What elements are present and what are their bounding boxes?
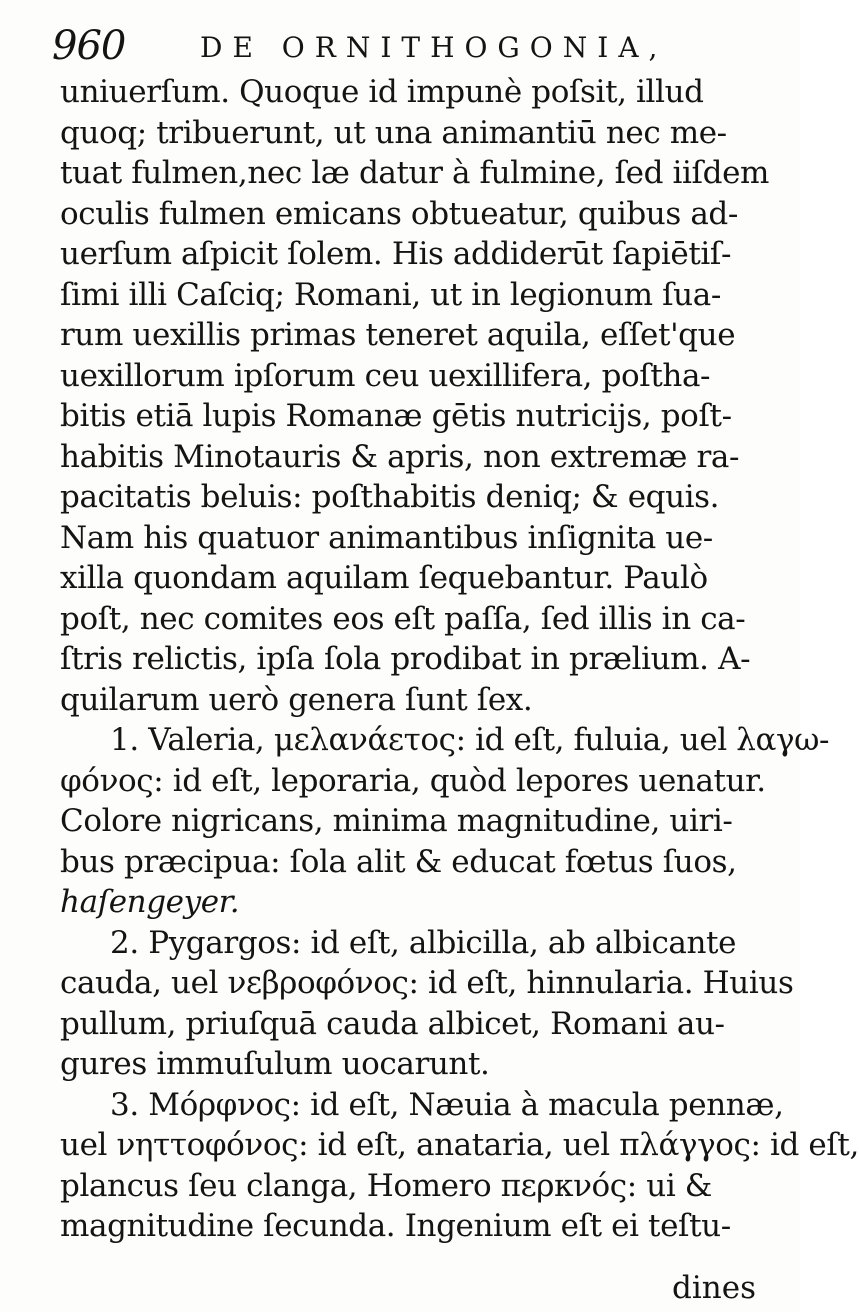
text-line: pullum, priuſquā cauda albicet, Romani au- — [60, 1005, 725, 1042]
text-line-numbered: 1. Valeria, μελανάετος: id eſt, fuluia, uel λαγω- — [110, 722, 830, 758]
text-line-numbered: 3. Μόρφνος: id eſt, Næuia à macula pennæ, — [110, 1086, 784, 1123]
text-line: uel νηττοφόνος: id eſt, anataria, uel πλάγγος: id eſt, — [60, 1127, 859, 1163]
page-header — [52, 14, 752, 74]
running-head: DE ORNITHOGONIA, — [200, 31, 668, 64]
text-line: Nam his quatuor animantibus inſignita ue- — [60, 519, 713, 556]
text-line-numbered: 2. Pygargos: id eſt, albicilla, ab albicante — [110, 924, 737, 961]
catchword: dines — [672, 1270, 756, 1306]
text-line: poſt, nec comites eos eſt paſſa, ſed illis in ca- — [60, 600, 746, 637]
text-line: gures immuſulum uocarunt. — [60, 1046, 490, 1082]
text-line: bitis etiā lupis Romanæ gētis nutricijs, poſt- — [60, 398, 732, 434]
text-line: uniuerſum. Quoque id impunè poſsit, illud — [60, 74, 704, 110]
text-line: quilarum uerò genera ſunt ſex. — [60, 681, 533, 718]
text-line: Colore nigricans, minima magnitudine, uiri- — [60, 803, 733, 839]
text-line: ſtris relictis, ipſa ſola prodibat in prælium. A- — [60, 641, 751, 677]
text-line: uexillorum ipſorum ceu uexillifera, poſtha- — [60, 357, 711, 394]
page-number: 960 — [52, 23, 126, 69]
text-line: bus præcipua: ſola alit & educat fœtus ſuos, — [60, 843, 737, 880]
text-line: magnitudine ſecunda. Ingenium eſt ei teſtu- — [60, 1208, 731, 1244]
text-line: ſimi illi Caſciq; Romani, ut in legionum ſua- — [60, 276, 721, 313]
text-line-italic: haſengeyer. — [60, 884, 240, 920]
text-line: oculis fulmen emicans obtueatur, quibus ad- — [60, 195, 738, 232]
text-line: cauda, uel νεβροφόνος: id eſt, hinnularia. Huius — [60, 965, 794, 1001]
text-line: uerſum aſpicit ſolem. His addiderūt ſapiētiſ- — [60, 236, 732, 272]
text-line: tuat fulmen,nec læ datur à fulmine, ſed iiſdem — [60, 155, 770, 191]
text-line: quoq; tribuerunt, ut una animantiū nec me- — [60, 114, 727, 151]
text-line: φόνος: id eſt, leporaria, quòd lepores uenatur. — [60, 762, 766, 799]
text-line: pacitatis beluis: poſthabitis deniq; & equis. — [60, 479, 720, 515]
text-line: xilla quondam aquilam ſequebantur. Paulò — [60, 560, 708, 596]
body-text — [60, 72, 859, 1247]
catchword-row — [0, 1268, 800, 1308]
text-line: habitis Minotauris & apris, non extremæ ra- — [60, 438, 740, 475]
text-line: plancus ſeu clanga, Homero περκνός: ui & — [60, 1167, 712, 1204]
text-line: rum uexillis primas teneret aquila, eſſet'que — [60, 317, 736, 353]
